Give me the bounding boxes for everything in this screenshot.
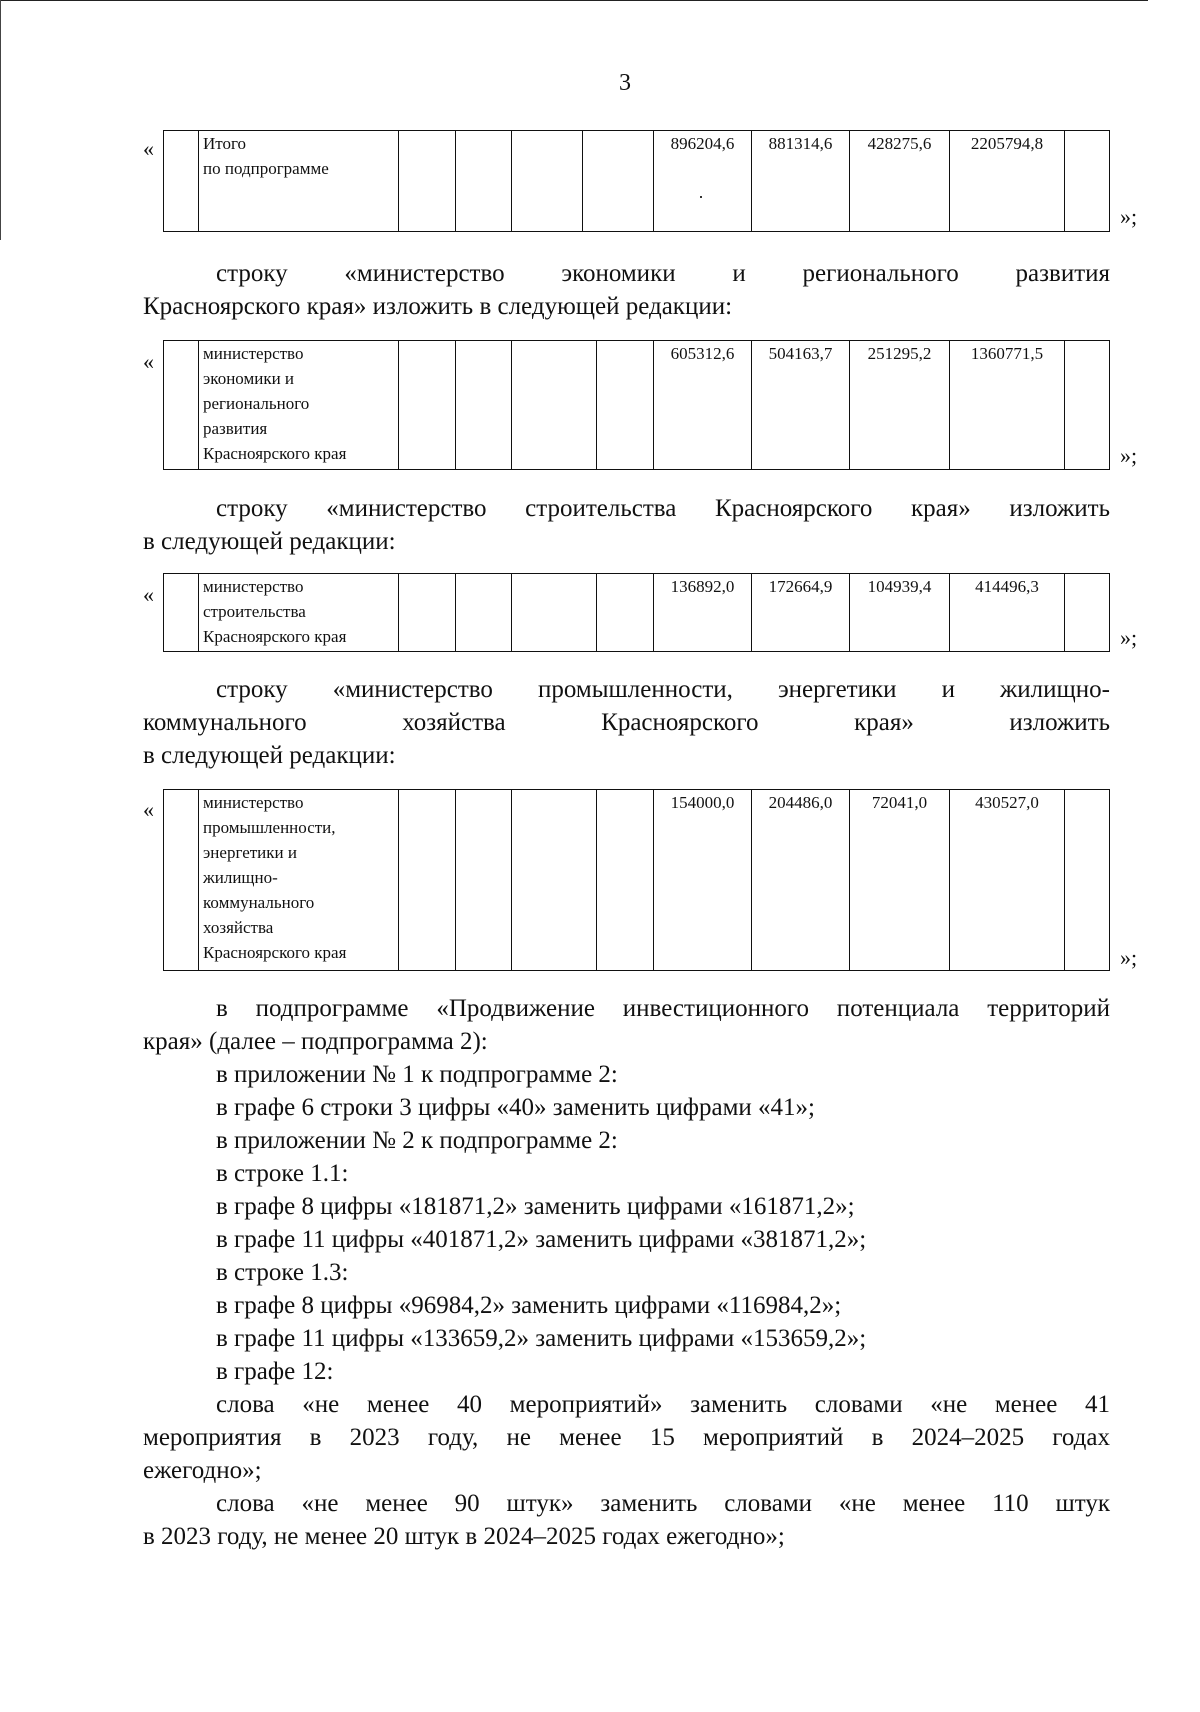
table-cell-value: 504163,7 — [752, 341, 850, 470]
body-line: в приложении № 2 к подпрограмме 2: — [216, 1127, 618, 1154]
paragraph-line: строку «министерство строительства Красноярского края» изложить — [216, 495, 1110, 522]
top-border-line — [0, 0, 1148, 1]
table-cell-value: 605312,6 — [654, 341, 752, 470]
table-cell-value: 136892,0 — [654, 574, 752, 652]
table-cell-empty — [164, 131, 199, 232]
paragraph-line: строку «министерство экономики и регионального развития — [216, 260, 1110, 287]
title-line: энергетики и — [203, 843, 297, 862]
page-number: 3 — [619, 70, 631, 96]
opening-quote: « — [143, 582, 154, 607]
opening-quote: « — [143, 349, 154, 374]
table-cell-empty — [597, 341, 654, 470]
table-cell-value: 154000,0 — [654, 790, 752, 971]
table-cell-empty — [164, 574, 199, 652]
paragraph-2 — [143, 492, 1110, 558]
title-line: министерство — [203, 577, 304, 596]
table-cell-empty — [456, 790, 512, 971]
table-cell-empty — [164, 341, 199, 470]
body-line: в строке 1.3: — [216, 1259, 349, 1286]
table-cell-empty — [512, 790, 597, 971]
table-cell-empty — [399, 341, 456, 470]
table-cell-value: 428275,6 — [850, 131, 950, 232]
paragraph-line: Красноярского края» изложить в следующей редакции: — [143, 293, 733, 320]
title-line: коммунального — [203, 893, 315, 912]
body-line: в графе 6 строки 3 цифры «40» заменить цифрами «41»; — [216, 1094, 815, 1121]
amendment-table-construction-ministry — [163, 573, 1110, 652]
scan-speck — [700, 196, 702, 198]
table-cell-empty — [164, 790, 199, 971]
closing-quote: »; — [1120, 625, 1138, 650]
body-line: в 2023 году, не менее 20 штук в 2024–2025 годах ежегодно»; — [143, 1523, 785, 1550]
table-cell-empty — [1065, 574, 1110, 652]
title-line: по подпрограмме — [203, 159, 329, 178]
table-cell-value: 414496,3 — [950, 574, 1065, 652]
title-line: Итого — [203, 134, 247, 153]
table-cell-empty — [399, 790, 456, 971]
table-cell-title — [199, 131, 399, 232]
title-line: экономики и — [203, 369, 295, 388]
title-line: развития — [203, 419, 268, 438]
title-line: Красноярского края — [203, 627, 347, 646]
paragraph-line: строку «министерство промышленности, энергетики и жилищно- — [216, 676, 1110, 703]
title-line: строительства — [203, 602, 306, 621]
table-cell-title — [199, 574, 399, 652]
table-cell-empty — [399, 574, 456, 652]
table-cell-empty — [512, 341, 597, 470]
body-line: ежегодно»; — [143, 1457, 262, 1484]
table-cell-value: 1360771,5 — [950, 341, 1065, 470]
table-cell-value: 104939,4 — [850, 574, 950, 652]
table-cell-value: 172664,9 — [752, 574, 850, 652]
table-cell-value: 72041,0 — [850, 790, 950, 971]
paragraph-3 — [143, 673, 1110, 772]
body-line: в строке 1.1: — [216, 1160, 349, 1187]
amendment-table-total — [163, 130, 1110, 232]
table-cell-empty — [456, 131, 512, 232]
title-line: хозяйства — [203, 918, 274, 937]
title-line: промышленности, — [203, 818, 336, 837]
body-line: мероприятия в 2023 году, не менее 15 мероприятий в 2024–2025 годах — [143, 1424, 1110, 1451]
table-cell-value: 881314,6 — [752, 131, 850, 232]
table-cell-empty — [399, 131, 456, 232]
title-line: регионального — [203, 394, 310, 413]
table-cell-value: 204486,0 — [752, 790, 850, 971]
closing-quote: »; — [1120, 204, 1138, 229]
table-cell-empty — [597, 790, 654, 971]
table-cell-empty — [456, 574, 512, 652]
body-line: в подпрограмме «Продвижение инвестиционного потенциала территорий — [216, 995, 1110, 1022]
body-line: в графе 11 цифры «401871,2» заменить цифрами «381871,2»; — [216, 1226, 867, 1253]
table-cell-empty — [512, 131, 583, 232]
body-line: слова «не менее 90 штук» заменить словами «не менее 110 штук — [216, 1490, 1110, 1517]
paragraph-line: в следующей редакции: — [143, 742, 396, 769]
table-cell-title — [199, 341, 399, 470]
paragraph-line: в следующей редакции: — [143, 528, 396, 555]
table-cell-value: 251295,2 — [850, 341, 950, 470]
title-line: Красноярского края — [203, 444, 347, 463]
title-line: министерство — [203, 793, 304, 812]
table-cell-empty — [583, 131, 654, 232]
closing-quote: »; — [1120, 945, 1138, 970]
title-line: министерство — [203, 344, 304, 363]
body-line: края» (далее – подпрограмма 2): — [143, 1028, 488, 1055]
paragraph-line: коммунального хозяйства Красноярского края» изложить — [143, 709, 1110, 736]
closing-quote: »; — [1120, 443, 1138, 468]
table-cell-empty — [1065, 341, 1110, 470]
left-border-line — [0, 0, 1, 240]
table-cell-empty — [456, 341, 512, 470]
table-cell-empty — [597, 574, 654, 652]
table-cell-empty — [512, 574, 597, 652]
table-cell-value: 2205794,8 — [950, 131, 1065, 232]
body-line: в графе 12: — [216, 1358, 334, 1385]
opening-quote: « — [143, 136, 154, 161]
paragraph-1 — [143, 257, 1110, 323]
body-line: в графе 8 цифры «181871,2» заменить цифрами «161871,2»; — [216, 1193, 855, 1220]
body-line: в графе 8 цифры «96984,2» заменить цифрами «116984,2»; — [216, 1292, 842, 1319]
amendment-table-industry-ministry — [163, 789, 1110, 971]
body-line: слова «не менее 40 мероприятий» заменить словами «не менее 41 — [216, 1391, 1110, 1418]
table-cell-empty — [1065, 131, 1110, 232]
title-line: Красноярского края — [203, 943, 347, 962]
table-cell-empty — [1065, 790, 1110, 971]
table-cell-value: 430527,0 — [950, 790, 1065, 971]
body-line: в графе 11 цифры «133659,2» заменить цифрами «153659,2»; — [216, 1325, 867, 1352]
body-line: в приложении № 1 к подпрограмме 2: — [216, 1061, 618, 1088]
amendment-table-economy-ministry — [163, 340, 1110, 470]
opening-quote: « — [143, 797, 154, 822]
body-text — [143, 992, 1110, 1553]
table-cell-title — [199, 790, 399, 971]
table-cell-value: 896204,6 — [654, 131, 752, 232]
title-line: жилищно- — [203, 868, 278, 887]
